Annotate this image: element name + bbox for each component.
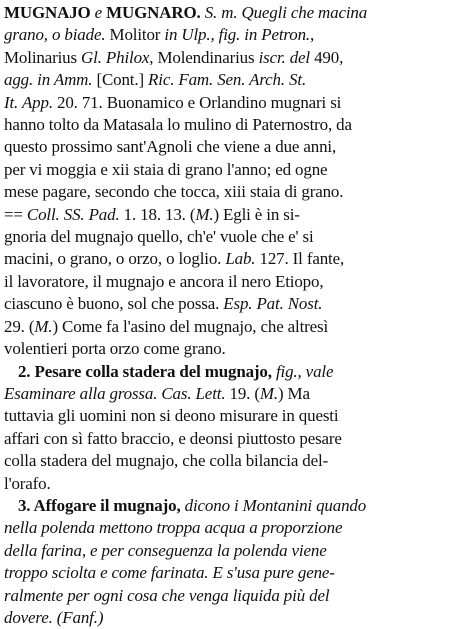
text-run: e [90, 3, 107, 22]
entry-line [4, 47, 466, 69]
text-run: Esp. Pat. Nost. [223, 294, 323, 314]
sense-3-line [4, 540, 466, 562]
text-run: M. [195, 204, 214, 224]
entry-line [4, 271, 466, 293]
text-run: , Molendinarius [149, 47, 259, 67]
sense-2-line [4, 405, 466, 427]
entry-line [4, 114, 466, 136]
text-run: Ric. Fam. Sen. Arch. St. [148, 70, 307, 90]
text-run: l'orafo. [4, 473, 51, 493]
text-run: [Cont.] [92, 70, 149, 90]
entry-line [4, 181, 466, 203]
text-run: , [310, 25, 315, 45]
sense-2-line [4, 450, 466, 472]
entry-line [4, 248, 466, 270]
text-run: 2. Pesare colla stadera del mugnajo, [17, 361, 272, 381]
entry-line [4, 92, 466, 114]
text-run: della farina, e per conseguenza la polenda viene [4, 540, 327, 560]
text-run: affari con sì fatto braccio, e deonsi piuttosto pesare [4, 428, 342, 448]
text-run: macini, o grano, o orzo, o loglio. [4, 249, 226, 269]
entry-line [4, 204, 466, 226]
text-run: MUGNAJO [4, 3, 91, 22]
text-run: 29. ( [4, 316, 35, 336]
entry-line [4, 316, 466, 338]
text-run: colla stadera del mugnajo, che colla bilancia del- [4, 451, 329, 471]
entry-line [4, 69, 466, 91]
text-run: mese pagare, secondo che tocca, xiii staia di grano. [4, 182, 344, 202]
text-run: nella polenda mettono troppa acqua a proporzione [4, 518, 343, 538]
text-run: Esaminare alla grossa. Cas. Lett. [4, 383, 226, 403]
text-run: 19. ( [225, 383, 260, 403]
text-run: M. [259, 383, 278, 403]
text-run: 20. 71. Buonamico e Orlandino mugnari si [52, 92, 342, 112]
text-run: ciascuno è buono, sol che possa. [4, 294, 224, 314]
text-run: 3. Affogare il mugnajo, [17, 495, 181, 515]
text-run: 127. Il fante, [255, 249, 345, 269]
text-run: ) Egli è in si- [213, 204, 300, 224]
entry-line [4, 24, 466, 46]
text-run: hanno tolto da Matasala lo mulino di Paternostro, da [4, 115, 352, 135]
text-run: ) Come fa l'asino del mugnajo, che altresì [52, 316, 329, 336]
text-run: 1. 18. 13. ( [119, 204, 196, 224]
text-run: troppo sciolta e come farinata. E s'usa pure gene- [4, 563, 335, 583]
dictionary-entry [4, 2, 467, 629]
text-run: gnoria del mugnajo quello, ch'e' vuole che e' si [4, 227, 314, 247]
entry-line [4, 226, 466, 248]
entry-line [4, 338, 466, 360]
entry-line [4, 136, 466, 158]
sense-3-line [4, 562, 466, 584]
text-run: ralmente per ogni cosa che venga liquida più del [4, 585, 330, 605]
sense-3-line [4, 607, 466, 629]
entry-line [4, 159, 466, 181]
sense-3-line [4, 495, 466, 517]
text-run: S. m. Quegli che macina [200, 3, 368, 22]
entry-line [4, 293, 466, 315]
sense-3-line [4, 585, 466, 607]
text-run: It. App. [4, 92, 53, 112]
entry-line [4, 2, 466, 24]
sense-2-line [4, 473, 466, 495]
entry-definition [4, 2, 467, 361]
text-run: grano, o biade. [4, 25, 106, 45]
text-run: tuttavia gli uomini non si deono misurare in questi [4, 406, 339, 426]
sense-2-paragraph [4, 361, 467, 495]
sense-2-line [4, 383, 466, 405]
text-run: == [4, 204, 27, 224]
sense-2-line [4, 428, 466, 450]
text-run: Lab. [225, 249, 256, 269]
text-run: dicono i Montanini quando [180, 495, 367, 515]
text-run: in Ulp., fig. in Petron. [164, 25, 311, 45]
text-run: volentieri porta orzo come grano. [4, 339, 226, 359]
text-run: Gl. Philox [81, 47, 150, 67]
text-run: dovere. (Fanf.) [4, 607, 104, 627]
text-run: Coll. SS. Pad. [26, 204, 120, 224]
text-run: Molitor [105, 25, 165, 45]
sense-3-paragraph [4, 495, 467, 629]
text-run: questo prossimo sant'Agnoli che viene a due anni, [4, 137, 337, 157]
text-run: 490, [309, 47, 344, 67]
text-run: ) Ma [277, 383, 310, 403]
sense-3-line [4, 517, 466, 539]
sense-2-line [4, 361, 466, 383]
text-run: fig., vale [271, 361, 334, 381]
text-run: agg. in Amm. [4, 70, 93, 90]
text-run: iscr. del [258, 47, 310, 67]
text-run: il lavoratore, il mugnajo e ancora il nero Etiopo, [4, 271, 324, 291]
text-run: per vi moggia e xii staia di grano l'anno; ed ogne [4, 159, 328, 179]
text-run: M. [34, 316, 53, 336]
text-run: Molinarius [4, 47, 82, 67]
text-run: MUGNARO. [106, 3, 201, 22]
